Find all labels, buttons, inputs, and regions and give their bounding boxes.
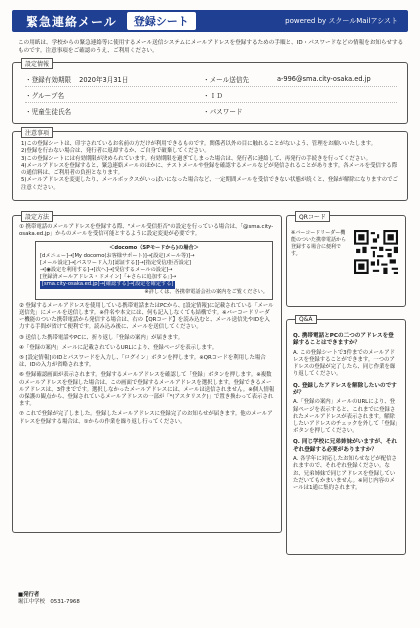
note-item: 5)メールアドレスを変更したり、メールボックスがいっぱいになった場合など、一定期間メールを受信できない状態が続くと、登録が解除になりますのでご注意ください。 — [21, 177, 398, 191]
publisher-info — [18, 592, 80, 606]
docomo-line: [dメニュー]→[My docomo(お客様サポート)]→[設定(メール等)]→ — [40, 252, 195, 259]
qa-question: Q. 登録したアドレスを解除したいのですが？ — [293, 382, 397, 397]
docomo-box-title: ＜docomo（SPモードから)の場合＞ — [109, 245, 199, 252]
deadline-label: ・登録有効期限 — [25, 75, 72, 84]
docomo-line: [登録済メールアドレス・ドメイン]「+さらに追加する」]→ — [40, 274, 177, 281]
procedure-section — [12, 215, 282, 533]
sender-address: a-996@sma.city-osaka.ed.jp — [277, 74, 371, 83]
qa-question: Q. 携帯電話とPCの二つのアドレスを登録することはできますか？ — [293, 333, 394, 347]
step-3: ③ 送信した携帯電話やPCに、折り返し「登録の案内」が届きます。 — [19, 334, 184, 341]
intro-text: この用紙は、学校からの緊急連絡等に使用するメール送信システムにメールアドレスを登録するための手順と、ID・パスワードなどの情報をお知らせするものです。注意事項をご確認のうえ、ご利用ください。 — [18, 40, 404, 54]
settings-section — [12, 62, 408, 124]
password-label: ・パスワード — [203, 107, 243, 116]
student-label: ・児童生徒氏名 — [25, 107, 72, 116]
docomo-line: [メール設定]→[パスワード入力[認証する]]→[指定受信/拒否設定] — [40, 259, 192, 266]
qa-answer: A. 各学年に対応したお知らせなどが配信されますので、それぞれ登録ください。なお、兄弟姉妹で同じアドレスを登録していただいてもかまいません。※同じ内容のメールは1通に集約されます。 — [293, 456, 397, 492]
step-1: ① 携帯電話のメールアドレスを登録する際、"メール受信拒否"の設定を行っている場合は、「@sma.city-osaka.ed.jp」からのメールを受信可能とするように設定変更が必要です。 — [19, 224, 274, 238]
publisher-label: ■発行者 — [18, 592, 40, 598]
qa-answer: A.「登録の案内」メールのURLにより、登録ページを表示すると、これまでに登録されたメールアドレスが表示されます。解除したいアドレスのチェックを外して「登録」ボタンを押してください。 — [293, 399, 398, 435]
sender-label: ・メール送信先 — [203, 75, 250, 84]
notes-section — [12, 131, 408, 201]
qa-section — [286, 316, 406, 555]
deadline-value: 2020年3月31日 — [79, 75, 129, 84]
step-4: ④「登録の案内」メールに記載されているURLにより、登録ページを表示します。 — [19, 344, 218, 351]
qa-title: Q&A — [295, 315, 317, 324]
qa-answer: A. この登録シートで3件までのメールアドレスを登録することができます。一つのアドレスの登録が完了したら、同じ作業を繰り返してください。 — [293, 349, 396, 378]
note-item: 3)この登録シートには有効期限が決められています。有効期限を過ぎてしまった場合は、発行者に連絡して、再発行の手続きを行ってください。 — [21, 155, 371, 162]
qr-code-icon — [354, 230, 398, 274]
step-2: ② 登録するメールアドレスを使用している携帯電話またはPCから、[設定情報]に記載されている「メール送信先」にメールを送信します。※件名や本文には、何も記入しなくても結構です。※バーコードリーダー機能のついた携帯電話から発信する場合は、右の【QRコード】を読み込むと、メール送信先やIDを入力する手間が省けて便利です。読み込み後に、メールを送信してください。 — [19, 302, 274, 331]
id-label: ・ＩＤ — [203, 91, 223, 100]
qr-text: ※バーコードリーダー機能のついた携帯電話から登録する場合に便利です。 — [291, 230, 347, 257]
qr-title: QRコード — [295, 211, 330, 222]
group-label: ・グループ名 — [25, 91, 65, 100]
note-item: 1)この登録シートは、印字されているお名前の方だけが利用できるものです。関係者以外の目に触れることがないよう、管理をお願いいたします。 — [21, 141, 377, 147]
notes-title: 注意事項 — [21, 127, 53, 138]
docomo-note: ※詳しくは、各携帯電話会社の案内をご覧ください。 — [144, 288, 268, 295]
docomo-line: →[◉設定を利用する]→[次へ]→[受信するメールの設定]→ — [40, 267, 173, 274]
procedure-title: 設定方法 — [21, 211, 53, 222]
settings-title: 設定情報 — [21, 58, 53, 69]
school-phone: 0531-7968 — [50, 599, 80, 605]
qr-section — [286, 215, 406, 307]
docomo-box — [35, 241, 273, 299]
powered-by: powered by スクールMailアシスト — [285, 17, 398, 25]
school-name: 堀江中学校 — [18, 599, 45, 605]
note-item: 2)登録を行わない場合は、発行者に返却するか、ご自身で破棄してください。 — [21, 148, 210, 155]
banner — [12, 10, 408, 32]
docomo-line: [sma.city-osaka.ed.jp]→[確認する]→[設定を確定する] — [42, 281, 174, 288]
qa-question: Q. 同じ学校に兄弟姉妹がいますが、それぞれ登録する必要がありますか？ — [293, 439, 397, 453]
step-6: ⑥ 登録確認画面が表示されます。登録するメールアドレスを確認して「登録」ボタンを押します。※複数のメールアドレスを登録した場合は、この画面で登録するメールアドレスを選択します。登録できるメールアドレスは、3件までです。選択しなかったメールアドレスには、メールは送信されません。※個人情報の保護の観点から、登録されているメールアドレスの一部が「*(アスタリスク)」で置き換わって表示されます。 — [19, 372, 275, 408]
step-5: ⑤ [設定情報]のIDとパスワードを入力し、「ログイン」ボタンを押します。※QRコードを利用した場合は、IDの入力が省略されます。 — [19, 355, 266, 369]
step-7: ⑦ これで登録が完了しました。登録したメールアドレスに登録完了のお知らせが届きます。他のメールアドレスを登録する場合は、①からの作業を繰り返し行ってください。 — [19, 411, 273, 425]
banner-title: 緊急連絡メール — [26, 14, 117, 29]
banner-badge: 登録シート — [127, 12, 196, 30]
note-item: 4)メールアドレスを登録すると、緊急連絡メールのほかに、テストメールや登録を確認するメールなどが発信されることがあります。各メールを受信する際の通信料は、ご利用者の負担となります。 — [21, 162, 398, 177]
